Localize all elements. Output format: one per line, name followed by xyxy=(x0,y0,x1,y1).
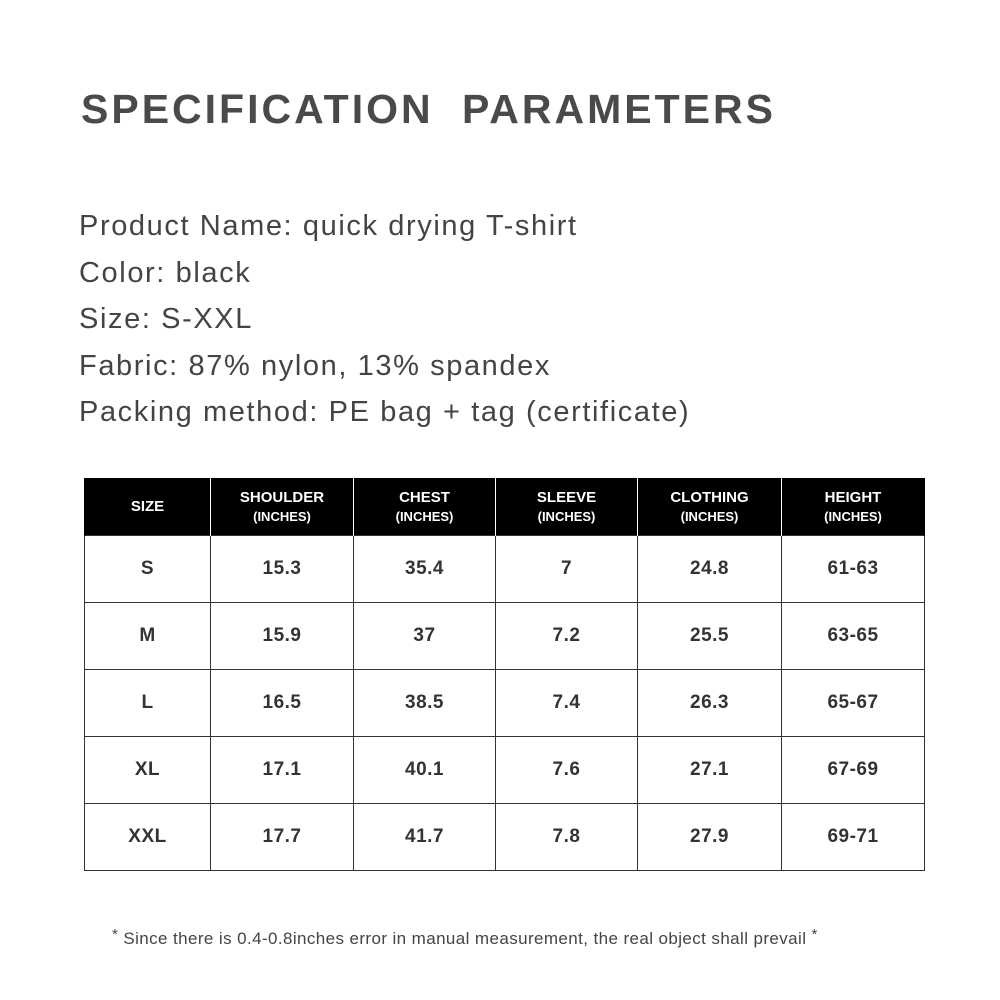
cell-height: 61-63 xyxy=(782,536,925,603)
cell-shoulder: 17.1 xyxy=(211,737,354,804)
table-row xyxy=(85,737,925,804)
spec-product-name: Product Name: quick drying T-shirt xyxy=(79,210,578,242)
cell-size: XL xyxy=(85,737,211,804)
cell-chest: 40.1 xyxy=(354,737,496,804)
cell-height: 69-71 xyxy=(782,804,925,871)
cell-chest: 41.7 xyxy=(354,804,496,871)
cell-sleeve: 7.8 xyxy=(496,804,638,871)
header-sleeve xyxy=(496,478,638,536)
header-size xyxy=(85,478,211,536)
spec-packing-method: Packing method: PE bag + tag (certificate) xyxy=(79,396,691,428)
note-text: Since there is 0.4-0.8inches error in manual measurement, the real object shall prevail xyxy=(123,929,807,948)
cell-clothing: 25.5 xyxy=(638,603,782,670)
header-unit: (INCHES) xyxy=(395,508,454,524)
spec-color: Color: black xyxy=(79,256,252,289)
spec-fabric: Fabric: 87% nylon, 13% spandex xyxy=(79,349,551,382)
asterisk-icon: * xyxy=(112,926,119,943)
cell-sleeve: 7.4 xyxy=(496,670,638,737)
header-clothing xyxy=(638,478,782,536)
cell-size: XXL xyxy=(85,804,211,871)
table-row xyxy=(85,804,925,871)
cell-chest: 38.5 xyxy=(354,670,496,737)
cell-clothing: 27.9 xyxy=(638,804,782,871)
cell-height: 67-69 xyxy=(782,737,925,804)
cell-clothing: 26.3 xyxy=(638,670,782,737)
cell-sleeve: 7.6 xyxy=(496,737,638,804)
header-label: CLOTHING xyxy=(670,488,749,506)
header-unit: (INCHES) xyxy=(680,508,739,524)
cell-chest: 37 xyxy=(354,603,496,670)
table-row xyxy=(85,603,925,670)
header-unit: (INCHES) xyxy=(824,508,882,524)
spec-size: Size: S-XXL xyxy=(79,303,253,335)
size-chart-table xyxy=(84,478,925,871)
header-label: SHOULDER xyxy=(239,488,325,506)
cell-height: 65-67 xyxy=(782,670,925,737)
header-label: SIZE xyxy=(130,498,165,515)
header-shoulder xyxy=(211,478,354,536)
header-height xyxy=(782,478,925,536)
cell-size: S xyxy=(85,536,211,603)
cell-chest: 35.4 xyxy=(354,536,496,603)
header-unit: (INCHES) xyxy=(537,508,596,524)
page-title: SPECIFICATION PARAMETERS xyxy=(81,86,776,132)
cell-shoulder: 17.7 xyxy=(211,804,354,871)
asterisk-icon: * xyxy=(811,926,818,943)
table-header-row xyxy=(85,478,925,536)
cell-size: L xyxy=(85,670,211,737)
cell-clothing: 24.8 xyxy=(638,536,782,603)
measurement-note xyxy=(112,926,818,949)
cell-clothing: 27.1 xyxy=(638,737,782,804)
header-label: HEIGHT xyxy=(824,488,882,506)
cell-sleeve: 7.2 xyxy=(496,603,638,670)
cell-sleeve: 7 xyxy=(496,536,638,603)
spec-list xyxy=(79,203,690,436)
header-label: SLEEVE xyxy=(536,488,597,506)
cell-shoulder: 15.3 xyxy=(211,536,354,603)
header-chest xyxy=(354,478,496,536)
header-unit: (INCHES) xyxy=(253,508,311,524)
cell-shoulder: 15.9 xyxy=(211,603,354,670)
table-row xyxy=(85,670,925,737)
cell-shoulder: 16.5 xyxy=(211,670,354,737)
cell-size: M xyxy=(85,603,211,670)
header-label: CHEST xyxy=(399,488,450,506)
cell-height: 63-65 xyxy=(782,603,925,670)
table-row xyxy=(85,536,925,603)
